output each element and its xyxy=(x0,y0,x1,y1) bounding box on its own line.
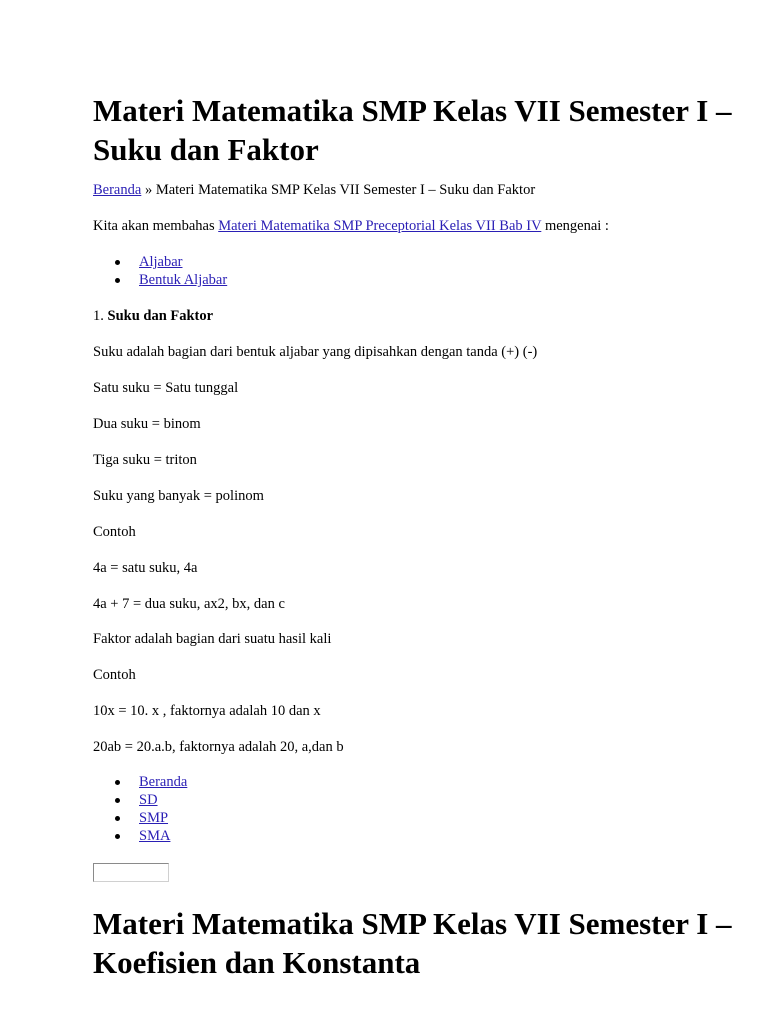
paragraph: Contoh xyxy=(93,524,136,540)
article-title-next: Materi Matematika SMP Kelas VII Semester I – Koefisien dan Konstanta xyxy=(93,906,732,980)
list-item xyxy=(93,791,187,809)
breadcrumb-current: Materi Matematika SMP Kelas VII Semester I – Suku dan Faktor xyxy=(155,182,536,198)
paragraph: Satu suku = Satu tunggal xyxy=(93,380,239,396)
article-title: Materi Matematika SMP Kelas VII Semester I – Suku dan Faktor xyxy=(93,93,732,167)
intro-link[interactable]: Materi Matematika SMP Preceptorial Kelas VII Bab IV xyxy=(218,218,542,234)
paragraph: Suku yang banyak = polinom xyxy=(93,488,264,504)
topic-link-bentuk-aljabar[interactable]: Bentuk Aljabar xyxy=(139,272,228,288)
bullet-icon xyxy=(115,780,120,785)
nav-link-beranda[interactable]: Beranda xyxy=(139,774,188,790)
topic-list xyxy=(93,253,227,289)
section-number: 1. xyxy=(93,308,108,324)
list-item xyxy=(93,827,187,845)
paragraph: 4a = satu suku, 4a xyxy=(93,560,198,576)
intro-paragraph xyxy=(93,217,609,235)
nav-link-sd[interactable]: SD xyxy=(139,792,158,808)
bullet-icon xyxy=(115,834,120,839)
bullet-icon xyxy=(115,798,120,803)
intro-text-before: Kita akan membahas xyxy=(93,218,219,234)
nav-list xyxy=(93,773,187,845)
paragraph: 20ab = 20.a.b, faktornya adalah 20, a,dan b xyxy=(93,739,344,755)
paragraph: Faktor adalah bagian dari suatu hasil kali xyxy=(93,631,332,647)
paragraph: Contoh xyxy=(93,667,136,683)
bullet-icon xyxy=(115,278,120,283)
paragraph: 10x = 10. x , faktornya adalah 10 dan x xyxy=(93,703,321,719)
bullet-icon xyxy=(115,816,120,821)
topic-link-aljabar[interactable]: Aljabar xyxy=(139,254,183,270)
paragraph: 4a + 7 = dua suku, ax2, bx, dan c xyxy=(93,596,285,612)
list-item xyxy=(93,253,227,271)
search-input[interactable] xyxy=(93,863,169,882)
nav-link-smp[interactable]: SMP xyxy=(139,810,169,826)
section-title: Suku dan Faktor xyxy=(107,308,214,324)
section-heading xyxy=(93,307,213,325)
intro-text-after: mengenai : xyxy=(541,218,609,234)
list-item xyxy=(93,773,187,791)
paragraph: Dua suku = binom xyxy=(93,416,201,432)
list-item xyxy=(93,809,187,827)
bullet-icon xyxy=(115,260,120,265)
paragraph: Suku adalah bagian dari bentuk aljabar yang dipisahkan dengan tanda (+) (-) xyxy=(93,344,538,360)
breadcrumb-separator: » xyxy=(141,182,156,198)
paragraph: Tiga suku = triton xyxy=(93,452,197,468)
nav-link-sma[interactable]: SMA xyxy=(139,828,171,844)
list-item xyxy=(93,271,227,289)
breadcrumb-home-link[interactable]: Beranda xyxy=(93,182,142,198)
breadcrumb xyxy=(93,181,535,199)
